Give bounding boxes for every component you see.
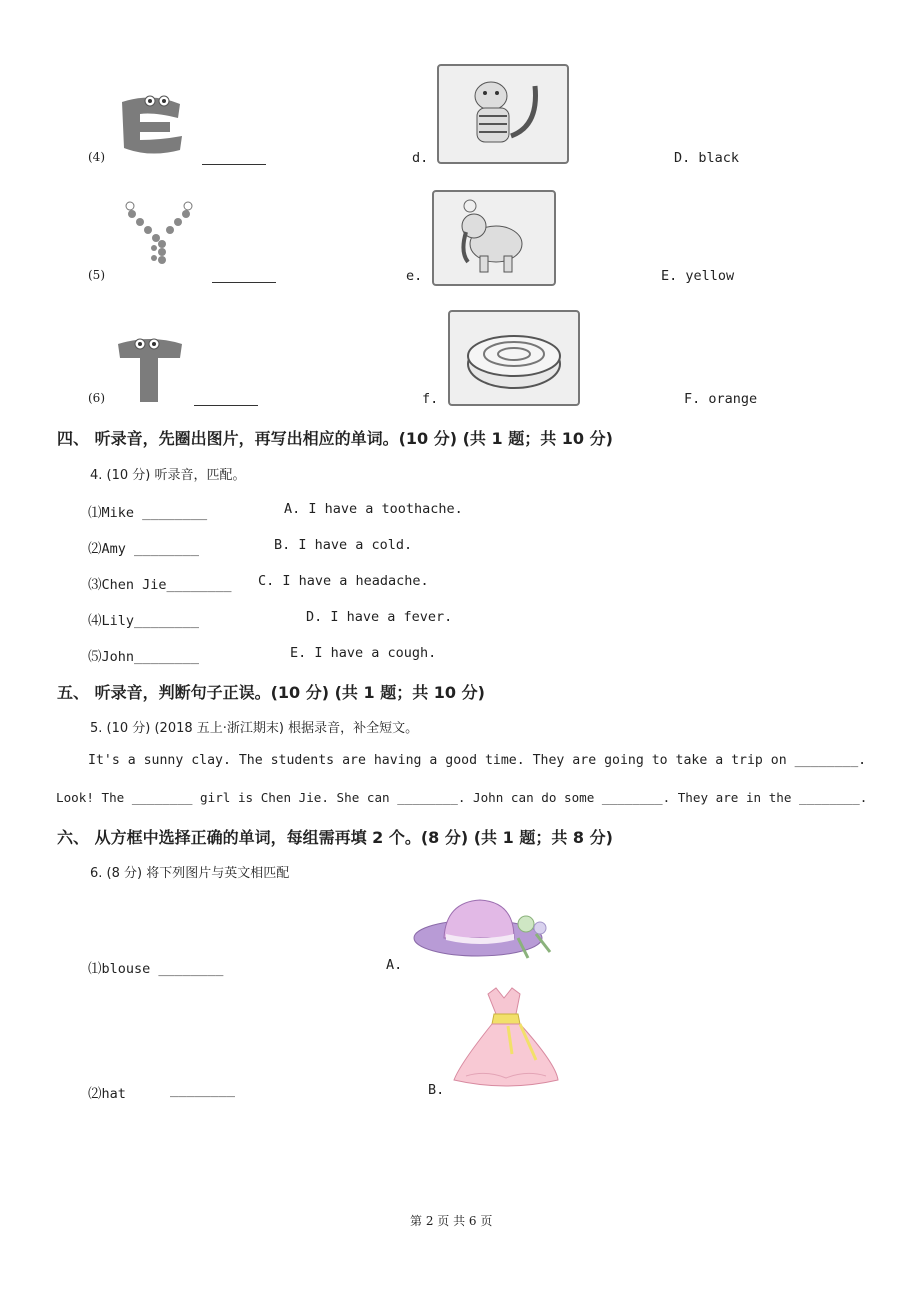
elephant-picture xyxy=(432,190,556,286)
color-option: E. yellow xyxy=(661,268,735,284)
color-option: D. black xyxy=(674,150,740,166)
section-6-heading: 六、 从方框中选择正确的单词，每组需再填 2 个。(8 分) (共 1 题；共 8 分) xyxy=(57,828,613,847)
question-6-prompt: 6. (8 分) 将下列图片与英文相匹配 xyxy=(90,866,290,881)
passage-line: It's a sunny clay. The students are having a good time. They are going to take a trip on ________. xyxy=(88,753,867,768)
picture-letter: B. xyxy=(428,1082,445,1098)
page-footer: 第 2 页 共 6 页 xyxy=(410,1214,493,1228)
match-left-item: ⑵Amy ________ xyxy=(88,541,200,557)
match-right-item: E. I have a cough. xyxy=(290,645,437,661)
match-left-item: ⑷Lily________ xyxy=(88,613,200,629)
match-left-item: ⑸John________ xyxy=(88,649,200,665)
answer-blank[interactable] xyxy=(194,391,258,410)
question-5-prompt: 5. (10 分) (2018 五上·浙江期末) 根据录音，补全短文。 xyxy=(90,721,419,736)
passage-line: Look! The ________ girl is Chen Jie. She can ________. John can do some ________. They are in the ________. xyxy=(56,790,868,805)
tiger-picture xyxy=(437,64,569,164)
match-right-item: A. I have a toothache. xyxy=(284,501,463,517)
answer-blank[interactable] xyxy=(202,150,266,169)
section-4-heading: 四、 听录音，先圈出图片，再写出相应的单词。(10 分) (共 1 题；共 10 分) xyxy=(57,429,613,448)
match-left-item: ⑴blouse ________ xyxy=(88,961,224,977)
picture-letter: f. xyxy=(422,391,439,407)
letter-e-image xyxy=(112,92,192,158)
match-right-item: D. I have a fever. xyxy=(306,609,453,625)
color-option: F. orange xyxy=(684,391,758,407)
question-4-prompt: 4. (10 分) 听录音，匹配。 xyxy=(90,468,246,483)
match-right-item: B. I have a cold. xyxy=(274,537,413,553)
picture-letter: d. xyxy=(412,150,429,166)
item-number: (6) xyxy=(88,391,105,405)
letter-t-image xyxy=(114,334,186,406)
match-left-item: ⑶Chen Jie________ xyxy=(88,577,232,593)
picture-letter: A. xyxy=(386,957,403,973)
section-5-heading: 五、 听录音，判断句子正误。(10 分) (共 1 题；共 10 分) xyxy=(57,683,485,702)
match-right-item: C. I have a headache. xyxy=(258,573,429,589)
letter-y-image xyxy=(122,200,200,270)
item-number: (5) xyxy=(88,268,105,282)
answer-blank[interactable] xyxy=(212,268,276,287)
answer-blank[interactable]: ________ xyxy=(170,1082,236,1098)
picture-letter: e. xyxy=(406,268,423,284)
match-left-item: ⑵hat xyxy=(88,1086,126,1102)
hat-picture xyxy=(410,894,560,968)
dress-picture xyxy=(446,984,566,1092)
orange-picture xyxy=(448,310,580,406)
item-number: (4) xyxy=(88,150,105,164)
match-left-item: ⑴Mike ________ xyxy=(88,505,208,521)
